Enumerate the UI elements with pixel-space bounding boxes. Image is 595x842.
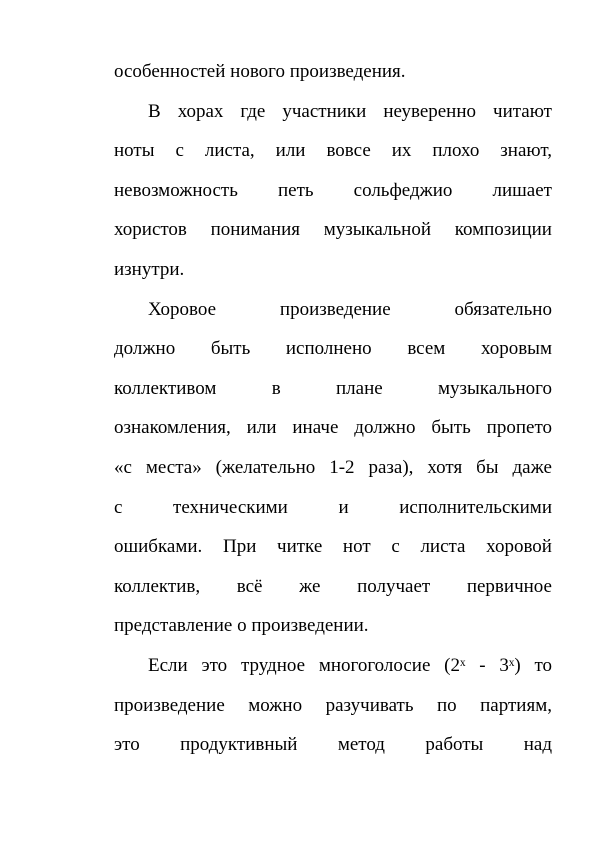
text-line: «с места» (желательно 1-2 раза), хотя бы даже — [114, 457, 552, 478]
text-line: представление о произведении. — [114, 615, 369, 636]
text-line: хористов понимания музыкальной композиции — [114, 219, 552, 240]
text-line: ноты с листа, или вовсе их плохо знают, — [114, 140, 552, 161]
text-line: изнутри. — [114, 259, 185, 280]
text-line: В хорах где участники неуверенно читают — [148, 101, 552, 122]
text-line: Хоровое произведение обязательно — [148, 299, 552, 320]
text-line: невозможность петь сольфеджио лишает — [114, 180, 552, 201]
text-line: Если это трудное многоголосие (2ˣ - 3ˣ) то — [148, 655, 552, 676]
text-line: ошибками. При читке нот с листа хоровой — [114, 536, 552, 557]
text-line: с техническими и исполнительскими — [114, 497, 552, 518]
text-line: особенностей нового произведения. — [114, 61, 406, 82]
text-line: произведение можно разучивать по партиям, — [114, 695, 552, 716]
text-line: коллективом в плане музыкального — [114, 378, 552, 399]
text-line: это продуктивный метод работы над — [114, 734, 552, 755]
text-line: коллектив, всё же получает первичное — [114, 576, 552, 597]
text-line: ознакомления, или иначе должно быть пропето — [114, 417, 552, 438]
text-line: должно быть исполнено всем хоровым — [114, 338, 552, 359]
